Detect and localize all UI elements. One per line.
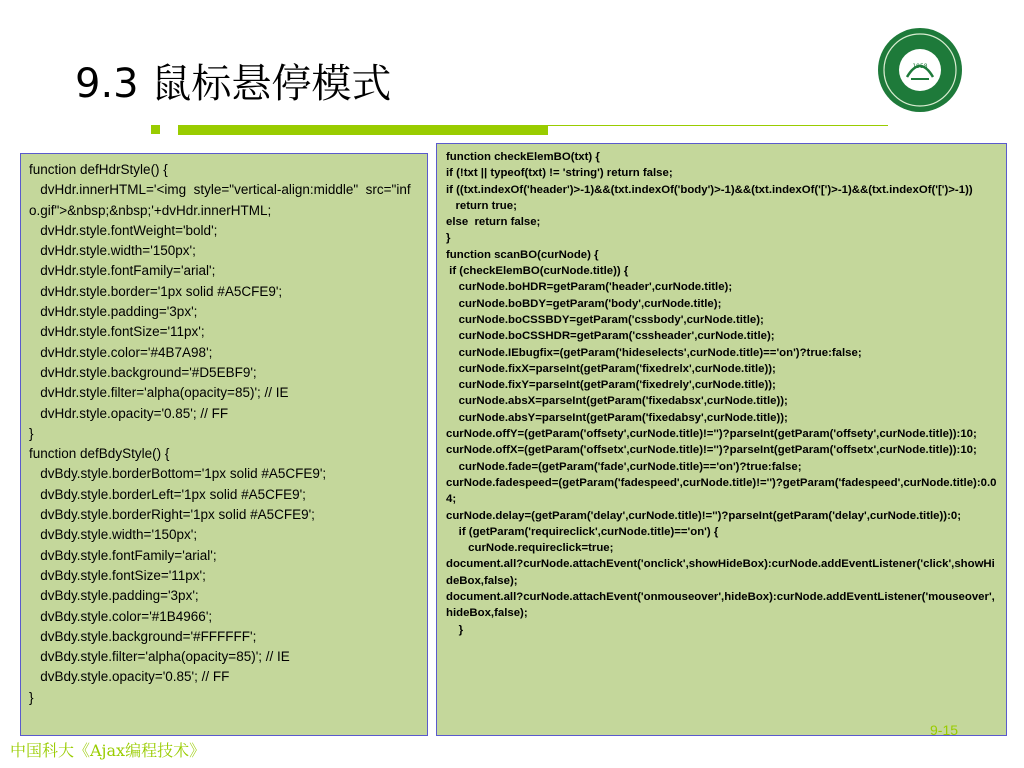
code-line: dvHdr.style.padding='3px'; (29, 304, 198, 320)
code-panel-left (20, 153, 428, 736)
code-line: curNode.absY=parseInt(getParam('fixedabsy',curNode.title)); (446, 411, 788, 424)
code-line: curNode.fade=(getParam('fade',curNode.title)=='on')?true:false; (446, 460, 802, 473)
page-number: 9-15 (930, 722, 959, 738)
code-line: document.all?curNode.attachEvent('onclick',showHideBox):curNode.addEventListener('click',showHideBox,false); (446, 558, 995, 587)
code-block-defstyle (29, 160, 421, 708)
code-line: curNode.fixY=parseInt(getParam('fixedrely',curNode.title)); (446, 379, 776, 392)
code-line: if (checkElemBO(curNode.title)) { (446, 265, 629, 278)
code-line: curNode.offY=(getParam('offsety',curNode.title)!='')?parseInt(getParam('offsety',curNode.title)):10; (446, 428, 977, 441)
code-line: dvBdy.style.filter='alpha(opacity=85)'; // IE (29, 649, 290, 665)
code-line: function scanBO(curNode) { (446, 248, 599, 261)
code-line: dvHdr.style.filter='alpha(opacity=85)'; // IE (29, 385, 289, 401)
code-line: else return false; (446, 216, 541, 229)
code-line: curNode.boBDY=getParam('body',curNode.title); (446, 297, 722, 310)
title-rule-bar (178, 125, 548, 135)
code-line: dvBdy.style.fontSize='11px'; (29, 567, 206, 583)
code-line: curNode.offX=(getParam('offsetx',curNode.title)!='')?parseInt(getParam('offsetx',curNode.title)):10; (446, 444, 977, 457)
code-line: curNode.boHDR=getParam('header',curNode.title); (446, 281, 733, 294)
code-line: dvHdr.style.border='1px solid #A5CFE9'; (29, 283, 283, 299)
logo-year: 1958 (912, 63, 928, 70)
code-line: dvHdr.style.background='#D5EBF9'; (29, 364, 257, 380)
code-line: dvHdr.style.width='150px'; (29, 243, 196, 259)
code-line: dvBdy.style.padding='3px'; (29, 588, 199, 604)
university-logo (877, 27, 963, 113)
code-line: function defHdrStyle() { (29, 162, 168, 177)
code-line: dvBdy.style.background='#FFFFFF'; (29, 628, 257, 644)
code-line: dvBdy.style.opacity='0.85'; // FF (29, 669, 230, 685)
code-line: dvHdr.style.fontSize='11px'; (29, 324, 205, 340)
code-line: dvHdr.innerHTML='<img style="vertical-align:middle" src="info.gif">&nbsp;&nbsp;'+dvHdr.innerHTML; (29, 182, 411, 218)
code-line: dvBdy.style.fontFamily='arial'; (29, 547, 217, 563)
code-line: dvBdy.style.borderLeft='1px solid #A5CFE9'; (29, 486, 306, 502)
code-line: } (446, 623, 464, 636)
footer-text: 中国科大《Ajax编程技术》 (10, 741, 206, 760)
code-line: curNode.fadespeed=(getParam('fadespeed',curNode.title)!='')?getParam('fadespeed',curNode.title):0.04; (446, 476, 997, 506)
code-line: dvHdr.style.color='#4B7A98'; (29, 344, 213, 360)
code-line: dvHdr.style.opacity='0.85'; // FF (29, 405, 229, 421)
code-line: curNode.absX=parseInt(getParam('fixedabsx',curNode.title)); (446, 395, 788, 408)
title-rule-marker (151, 125, 160, 134)
code-line: function defBdyStyle() { (29, 446, 170, 462)
code-line: dvBdy.style.width='150px'; (29, 527, 198, 543)
code-line: dvHdr.style.fontFamily='arial'; (29, 263, 216, 279)
title-rule-line (548, 125, 888, 126)
code-line: dvHdr.style.fontWeight='bold'; (29, 222, 218, 238)
code-line: document.all?curNode.attachEvent('onmouseover',hideBox):curNode.addEventListener('mouseover',hideBox,false); (446, 591, 995, 620)
code-line: dvBdy.style.borderRight='1px solid #A5CFE9'; (29, 507, 315, 523)
code-line: curNode.fixX=parseInt(getParam('fixedrelx',curNode.title)); (446, 362, 776, 375)
code-line: curNode.IEbugfix=(getParam('hideselects',curNode.title)=='on')?true:false; (446, 346, 862, 359)
code-line: curNode.requireclick=true; (446, 542, 614, 555)
code-panel-right (436, 143, 1007, 736)
code-line: if (!txt || typeof(txt) != 'string') return false; (446, 167, 673, 180)
code-line: dvBdy.style.color='#1B4966'; (29, 608, 213, 624)
code-line: function checkElemBO(txt) { (446, 151, 600, 163)
code-line: if (getParam('requireclick',curNode.title)=='on') { (446, 525, 719, 538)
code-line: curNode.delay=(getParam('delay',curNode.title)!='')?parseInt(getParam('delay',curNode.title)):0; (446, 509, 962, 522)
page-title: 9.3 鼠标悬停模式 (75, 61, 392, 107)
code-block-scanbo (446, 149, 1000, 638)
code-line: } (29, 425, 34, 441)
code-line: return true; (446, 199, 517, 212)
code-line: curNode.boCSSBDY=getParam('cssbody',curNode.title); (446, 313, 764, 326)
code-line: dvBdy.style.borderBottom='1px solid #A5CFE9'; (29, 466, 327, 482)
code-line: } (446, 232, 451, 245)
code-line: if ((txt.indexOf('header')>-1)&&(txt.indexOf('body')>-1)&&(txt.indexOf('[')>-1)&&(txt.indexOf('[')>-1)) (446, 183, 973, 196)
code-line: curNode.boCSSHDR=getParam('cssheader',curNode.title); (446, 330, 775, 343)
code-line: } (29, 689, 34, 705)
